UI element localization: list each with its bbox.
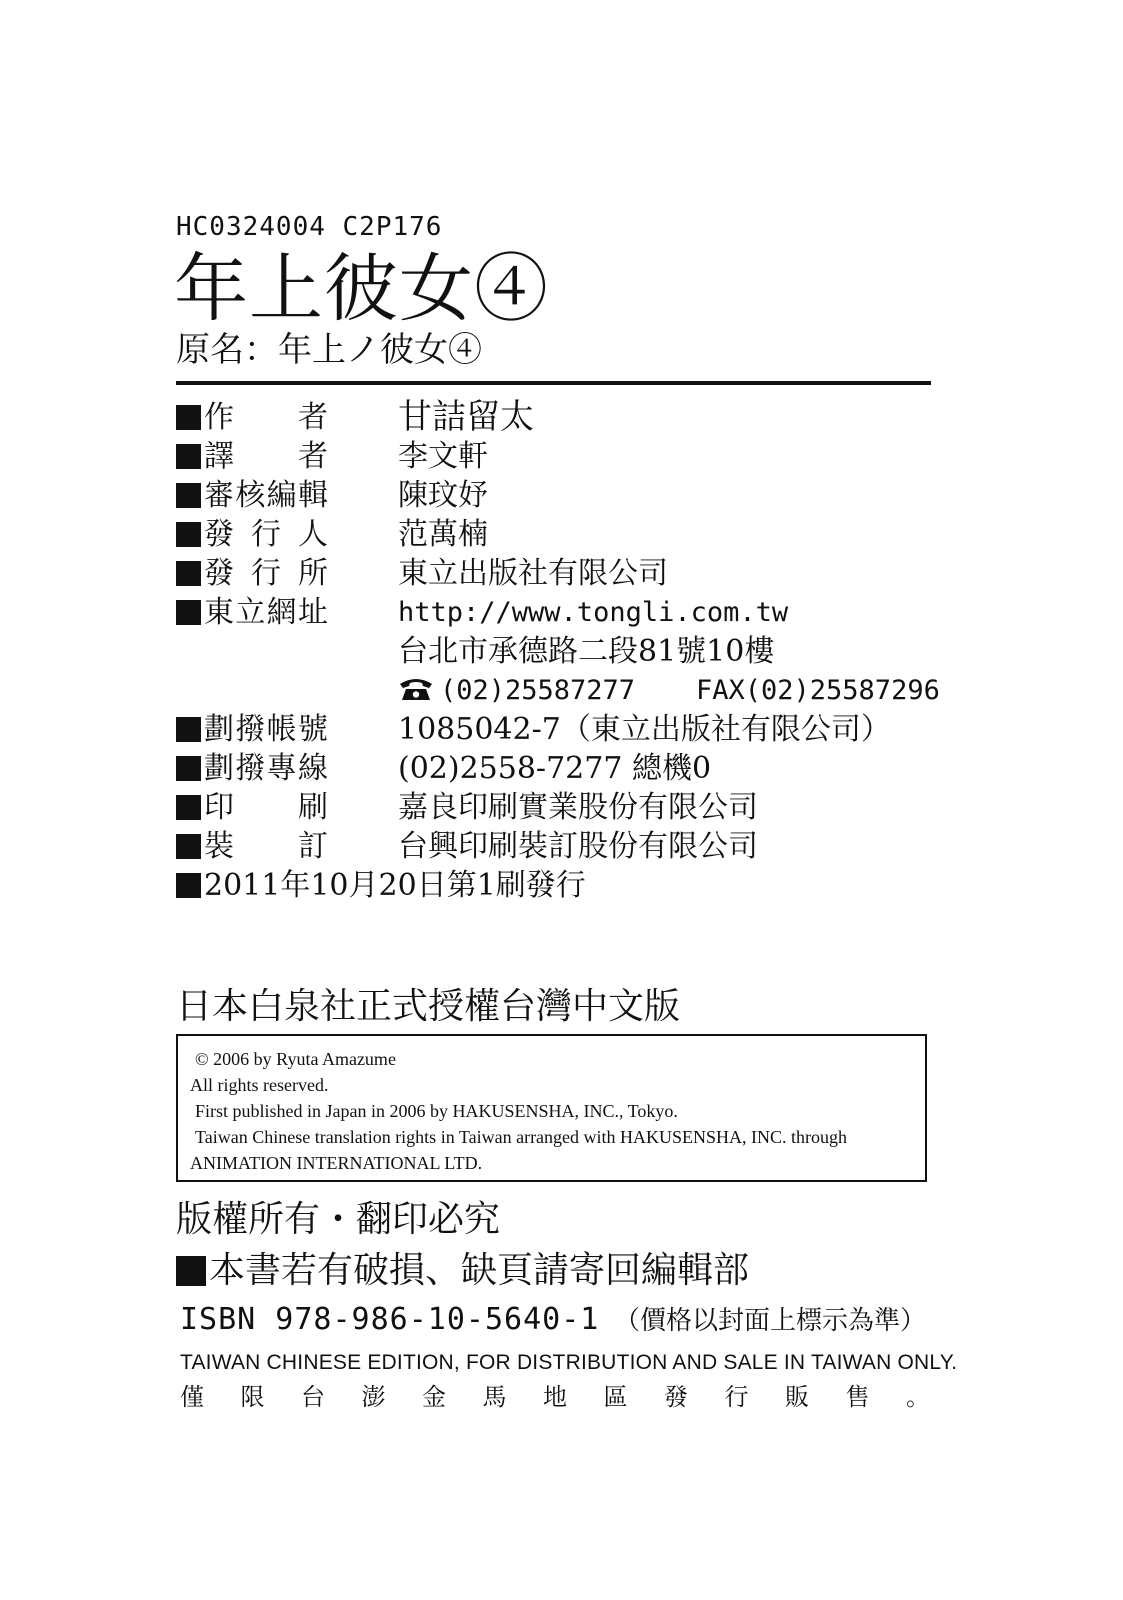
copyright-line: All rights reserved. bbox=[190, 1075, 329, 1095]
book-title: 年上彼女④ bbox=[174, 246, 549, 332]
bullet-square bbox=[176, 756, 201, 781]
original-title: 原名：年上ノ彼女④ bbox=[176, 330, 482, 370]
dist-char: 金 bbox=[422, 1383, 446, 1411]
credit-value: 嘉良印刷實業股份有限公司 bbox=[398, 790, 758, 825]
credit-label: 裝 訂 bbox=[204, 829, 328, 864]
dist-char: 。 bbox=[906, 1383, 930, 1411]
credit-label: 印 刷 bbox=[204, 790, 328, 825]
website-link[interactable]: http://www.tongli.com.tw bbox=[398, 597, 789, 628]
credit-label: 東立網址 bbox=[204, 595, 328, 630]
price-note: （價格以封面上標示為準） bbox=[614, 1306, 927, 1336]
credit-label: 劃撥帳號 bbox=[204, 712, 328, 747]
credit-row-printing bbox=[176, 788, 758, 827]
credit-label: 發行人 bbox=[204, 517, 328, 552]
credit-row-account bbox=[176, 710, 891, 749]
publication-date: 2011年10月20日第1刷發行 bbox=[204, 868, 586, 903]
dist-char: 澎 bbox=[361, 1383, 386, 1411]
contact-row bbox=[176, 671, 940, 710]
bullet-square bbox=[176, 1256, 206, 1286]
bullet-square bbox=[176, 795, 201, 820]
bullet-square bbox=[176, 444, 201, 469]
credit-value: 陳玟妤 bbox=[398, 478, 488, 513]
phone-number: (02)25587277 bbox=[440, 675, 636, 706]
credit-value: 台興印刷裝訂股份有限公司 bbox=[398, 829, 758, 864]
credits-block bbox=[176, 397, 940, 905]
credit-row-publisher bbox=[176, 554, 668, 593]
credit-value: 李文軒 bbox=[398, 439, 488, 474]
isbn: ISBN 978-986-10-5640-1 bbox=[180, 1302, 600, 1337]
telephone-icon bbox=[398, 676, 434, 702]
bullet-square bbox=[176, 561, 201, 586]
damage-notice-row bbox=[176, 1248, 749, 1294]
dist-char: 區 bbox=[603, 1383, 628, 1411]
dist-char: 台 bbox=[301, 1383, 325, 1411]
bullet-square bbox=[176, 873, 201, 898]
copyright-line: ANIMATION INTERNATIONAL LTD. bbox=[190, 1153, 483, 1173]
dist-char: 馬 bbox=[482, 1383, 507, 1411]
credit-row-translator bbox=[176, 437, 586, 476]
bullet-square bbox=[176, 483, 201, 508]
fax-number: FAX(02)25587296 bbox=[696, 675, 940, 706]
credit-label: 譯 者 bbox=[204, 439, 328, 474]
bullet-square bbox=[176, 522, 201, 547]
credit-value: 范萬楠 bbox=[398, 517, 488, 552]
address-text: 台北市承德路二段81號10樓 bbox=[398, 634, 775, 669]
bullet-square bbox=[176, 600, 201, 625]
rights-statement: 版權所有・翻印必究 bbox=[176, 1199, 501, 1240]
product-code: HC0324004 C2P176 bbox=[176, 212, 443, 242]
dist-char: 僅 bbox=[180, 1383, 204, 1411]
credit-row-binding bbox=[176, 827, 758, 866]
dist-char: 販 bbox=[785, 1383, 809, 1411]
dist-char: 發 bbox=[664, 1383, 688, 1411]
copyright-line: First published in Japan in 2006 by HAKUSENSHA, INC., Tokyo. bbox=[195, 1101, 678, 1121]
credit-value: 東立出版社有限公司 bbox=[398, 556, 668, 591]
dist-char: 售 bbox=[845, 1383, 870, 1411]
bullet-square bbox=[176, 717, 201, 742]
credit-label: 劃撥專線 bbox=[204, 751, 328, 786]
credit-row-author bbox=[176, 398, 586, 437]
credit-value: (02)2558-7277 總機0 bbox=[398, 751, 712, 786]
damage-notice: 本書若有破損、缺頁請寄回編輯部 bbox=[209, 1250, 750, 1291]
credit-label: 作 者 bbox=[204, 400, 328, 435]
copyright-line: © 2006 by Ryuta Amazume bbox=[195, 1049, 396, 1069]
address-row bbox=[176, 632, 775, 671]
credit-row-hotline bbox=[176, 749, 712, 788]
dist-char: 限 bbox=[240, 1383, 265, 1411]
credit-value: 1085042-7（東立出版社有限公司） bbox=[398, 712, 891, 747]
bullet-square bbox=[176, 405, 201, 430]
dist-char: 地 bbox=[543, 1383, 567, 1411]
bullet-square bbox=[176, 834, 201, 859]
copyright-line: Taiwan Chinese translation rights in Taiwan arranged with HAKUSENSHA, INC. through bbox=[195, 1127, 848, 1147]
license-statement: 日本白泉社正式授權台灣中文版 bbox=[176, 986, 681, 1027]
credit-row-website bbox=[176, 593, 789, 632]
credit-value: 甘詰留太 bbox=[398, 397, 534, 437]
credit-row-editor bbox=[176, 476, 586, 515]
distribution-notice bbox=[180, 1380, 930, 1414]
credit-row-publisher-person bbox=[176, 515, 586, 554]
credit-label: 發行所 bbox=[204, 556, 328, 591]
credit-label: 審核編輯 bbox=[204, 478, 328, 513]
title-divider bbox=[176, 381, 931, 385]
copyright-box bbox=[176, 1034, 927, 1182]
publication-date-row bbox=[176, 866, 586, 905]
dist-char: 行 bbox=[724, 1383, 749, 1411]
edition-notice: TAIWAN CHINESE EDITION, FOR DISTRIBUTION AND SALE IN TAIWAN ONLY. bbox=[180, 1351, 958, 1374]
